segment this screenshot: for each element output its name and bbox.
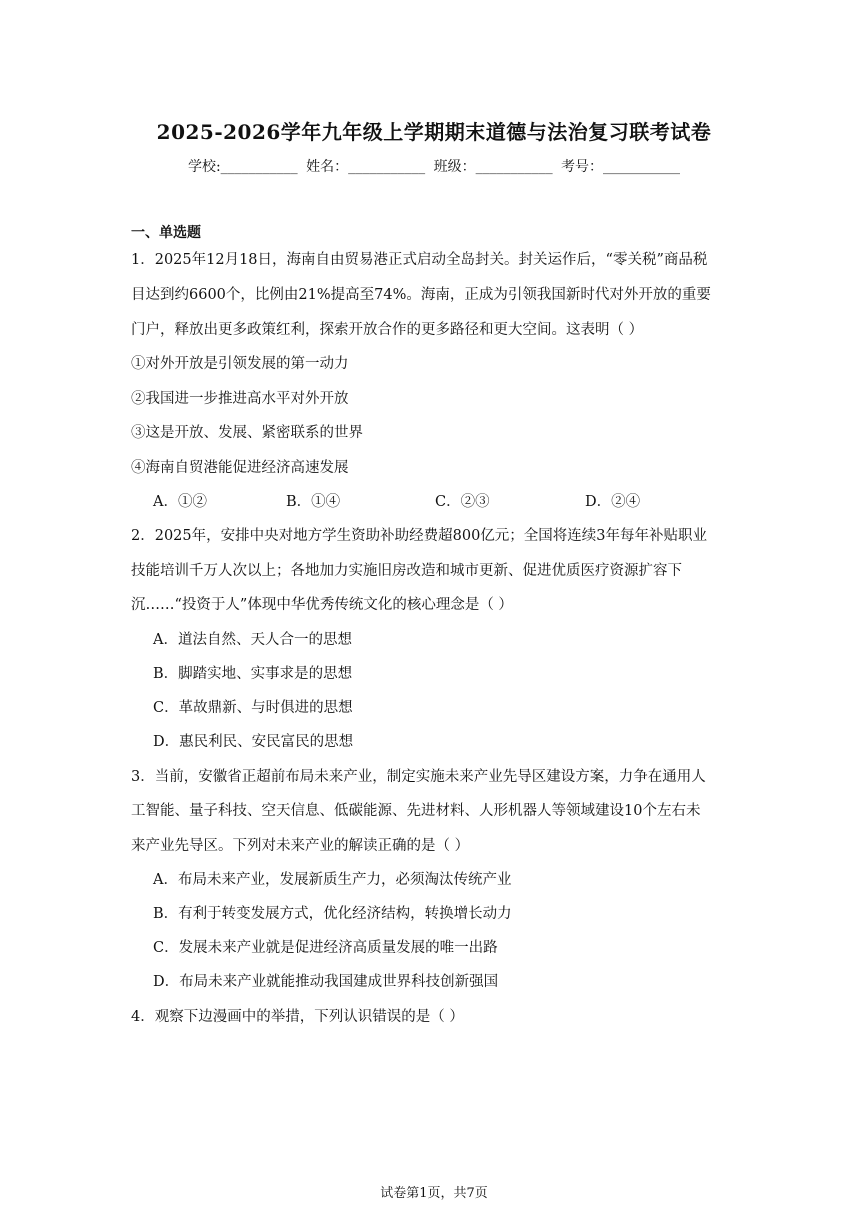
q2-option-c[interactable]: C．革故鼎新、与时俱进的思想 bbox=[153, 700, 353, 716]
q3-line: 来产业先导区。下列对未来产业的解读正确的是（ ） bbox=[131, 838, 470, 854]
q1-line: 门户，释放出更多政策红利，探索开放合作的更多路径和更大空间。这表明（ ） bbox=[131, 322, 644, 338]
q1-statement: ②我国进一步推进高水平对外开放 bbox=[131, 391, 349, 407]
q1-statement: ④海南自贸港能促进经济高速发展 bbox=[131, 460, 349, 476]
q2-line: 2．2025年，安排中央对地方学生资助补助经费超800亿元；全国将连续3年每年补贴职业 bbox=[131, 528, 708, 544]
q1-line: 目达到约6600个，比例由21%提高至74%。海南，正成为引领我国新时代对外开放的重要 bbox=[131, 287, 711, 303]
school-field: 学校:___________ bbox=[187, 159, 298, 175]
class-field: 班级：___________ bbox=[433, 159, 553, 175]
q3-option-b[interactable]: B．有利于转变发展方式，优化经济结构，转换增长动力 bbox=[153, 906, 512, 922]
page-title: 2025-2026学年九年级上学期期末道德与法治复习联考试卷 bbox=[156, 120, 712, 144]
q2-option-b[interactable]: B．脚踏实地、实事求是的思想 bbox=[153, 666, 353, 682]
q1-option-b[interactable]: B．①④ bbox=[286, 494, 341, 510]
q3-line: 3．当前，安徽省正超前布局未来产业，制定实施未来产业先导区建设方案，力争在通用人 bbox=[131, 769, 706, 785]
q1-line: 1．2025年12月18日，海南自由贸易港正式启动全岛封关。封关运作后，“零关税”商品税 bbox=[131, 252, 708, 268]
q2-line: 沉……“投资于人”体现中华优秀传统文化的核心理念是（ ） bbox=[131, 597, 513, 613]
q2-option-d[interactable]: D．惠民利民、安民富民的思想 bbox=[153, 734, 354, 750]
q3-line: 工智能、量子科技、空天信息、低碳能源、先进材料、人形机器人等领域建设10个左右未 bbox=[131, 803, 701, 819]
section-heading: 一、单选题 bbox=[131, 225, 201, 241]
q3-option-a[interactable]: A．布局未来产业，发展新质生产力，必须淘汰传统产业 bbox=[153, 872, 512, 888]
q2-line: 技能培训千万人次以上；各地加力实施旧房改造和城市更新、促进优质医疗资源扩容下 bbox=[131, 563, 682, 579]
q1-option-d[interactable]: D．②④ bbox=[585, 494, 641, 510]
q4-line: 4．观察下边漫画中的举措，下列认识错误的是（ ） bbox=[131, 1009, 464, 1025]
page-footer: 试卷第1页，共7页 bbox=[380, 1186, 488, 1201]
q2-option-a[interactable]: A．道法自然、天人合一的思想 bbox=[153, 632, 352, 648]
q3-option-d[interactable]: D．布局未来产业就能推动我国建成世界科技创新强国 bbox=[153, 974, 499, 990]
name-field: 姓名：___________ bbox=[306, 159, 426, 175]
q1-option-c[interactable]: C．②③ bbox=[435, 494, 490, 510]
q3-option-c[interactable]: C．发展未来产业就是促进经济高质量发展的唯一出路 bbox=[153, 940, 498, 956]
q1-statement: ③这是开放、发展、紧密联系的世界 bbox=[131, 425, 363, 441]
q1-statement: ①对外开放是引领发展的第一动力 bbox=[131, 356, 349, 372]
exam-number-field: 考号：___________ bbox=[561, 159, 681, 175]
q1-option-a[interactable]: A．①② bbox=[153, 494, 207, 510]
student-info-line bbox=[0, 156, 868, 176]
